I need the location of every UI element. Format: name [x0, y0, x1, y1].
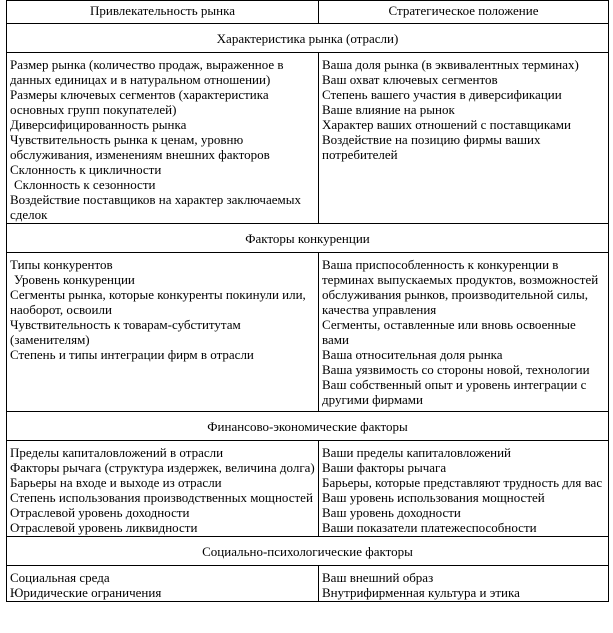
list-item: Внутрифирменная культура и этика — [322, 585, 520, 600]
list-item: Факторы рычага (структура издержек, величина долга) — [10, 460, 315, 475]
list-item: Барьеры на входе и выходе из отрасли — [10, 475, 222, 490]
list-item: Степень использования производственных мощностей — [10, 490, 313, 505]
section-title-row — [7, 224, 609, 253]
section-content-row — [7, 53, 609, 224]
section-4-right-cell — [319, 566, 609, 602]
section-2-right-cell — [319, 253, 609, 412]
section-title-row — [7, 537, 609, 566]
list-item: Чувствительность к товарам-субститутам (заменителям) — [10, 317, 241, 347]
list-item: Ваш охват ключевых сегментов — [322, 72, 498, 87]
list-item: Сегменты рынка, которые конкуренты покинули или, наоборот, освоили — [10, 287, 306, 317]
section-2-left-cell — [7, 253, 319, 412]
section-title-competition-factors: Факторы конкуренции — [7, 224, 609, 253]
list-item: Ваш уровень использования мощностей — [322, 490, 545, 505]
list-item: Ваши показатели платежеспособности — [322, 520, 537, 535]
section-3-left-cell — [7, 441, 319, 537]
list-item: Чувствительность рынка к ценам, уровню обслуживания, изменениям внешних факторов — [10, 132, 270, 162]
list-item: Ваша доля рынка (в эквивалентных терминах) — [322, 57, 579, 72]
section-3-right-cell — [319, 441, 609, 537]
list-item: Ваша уязвимость со стороны новой, технологии — [322, 362, 590, 377]
list-item: Степень вашего участия в диверсификации — [322, 87, 562, 102]
header-market-attractiveness: Привлекательность рынка — [7, 1, 319, 24]
section-title-market-characteristics: Характеристика рынка (отрасли) — [7, 24, 609, 53]
list-item: Ваши пределы капиталовложений — [322, 445, 511, 460]
list-item: Воздействие поставщиков на характер заключаемых сделок — [10, 192, 301, 222]
list-item: Ваша относительная доля рынка — [322, 347, 503, 362]
list-item: Ваши факторы рычага — [322, 460, 447, 475]
list-item: Барьеры, которые представляют трудность для вас — [322, 475, 603, 490]
list-item: Отраслевой уровень ликвидности — [10, 520, 198, 535]
list-item: Диверсифицированность рынка — [10, 117, 187, 132]
list-item: Ваша приспособленность к конкуренции в терминах выпускаемых продуктов, возможностей обслуживания рынков, производительной силы, качества управления — [322, 257, 599, 317]
section-content-row — [7, 566, 609, 602]
section-title-row — [7, 24, 609, 53]
section-content-row — [7, 253, 609, 412]
list-item: Размер рынка (количество продаж, выраженное в данных единицах и в натуральном отношении) — [10, 57, 284, 87]
list-item: Размеры ключевых сегментов (характеристика основных групп покупателей) — [10, 87, 269, 117]
section-title-financial-factors: Финансово-экономические факторы — [7, 412, 609, 441]
market-attractiveness-table — [6, 0, 609, 602]
list-item: Ваше влияние на рынок — [322, 102, 455, 117]
list-item: Юридические ограничения — [10, 585, 162, 600]
list-item: Уровень конкуренции — [14, 272, 135, 287]
list-item: Социальная среда — [10, 570, 110, 585]
list-item: Воздействие на позицию фирмы ваших потребителей — [322, 132, 541, 162]
section-4-left-cell — [7, 566, 319, 602]
list-item: Склонность к сезонности — [14, 177, 156, 192]
list-item: Склонность к цикличности — [10, 162, 162, 177]
list-item: Типы конкурентов — [10, 257, 113, 272]
section-title-row — [7, 412, 609, 441]
section-1-left-cell — [7, 53, 319, 224]
list-item: Ваш собственный опыт и уровень интеграции с другими фирмами — [322, 377, 587, 407]
list-item: Отраслевой уровень доходности — [10, 505, 190, 520]
header-strategic-position: Стратегическое положение — [319, 1, 609, 24]
list-item: Характер ваших отношений с поставщиками — [322, 117, 571, 132]
section-title-social-factors: Социально-психологические факторы — [7, 537, 609, 566]
section-content-row — [7, 441, 609, 537]
list-item: Сегменты, оставленные или вновь освоенные вами — [322, 317, 576, 347]
table-header-row — [7, 1, 609, 24]
list-item: Пределы капиталовложений в отрасли — [10, 445, 224, 460]
list-item: Ваш внешний образ — [322, 570, 434, 585]
section-1-right-cell — [319, 53, 609, 224]
list-item: Ваш уровень доходности — [322, 505, 461, 520]
list-item: Степень и типы интеграции фирм в отрасли — [10, 347, 254, 362]
